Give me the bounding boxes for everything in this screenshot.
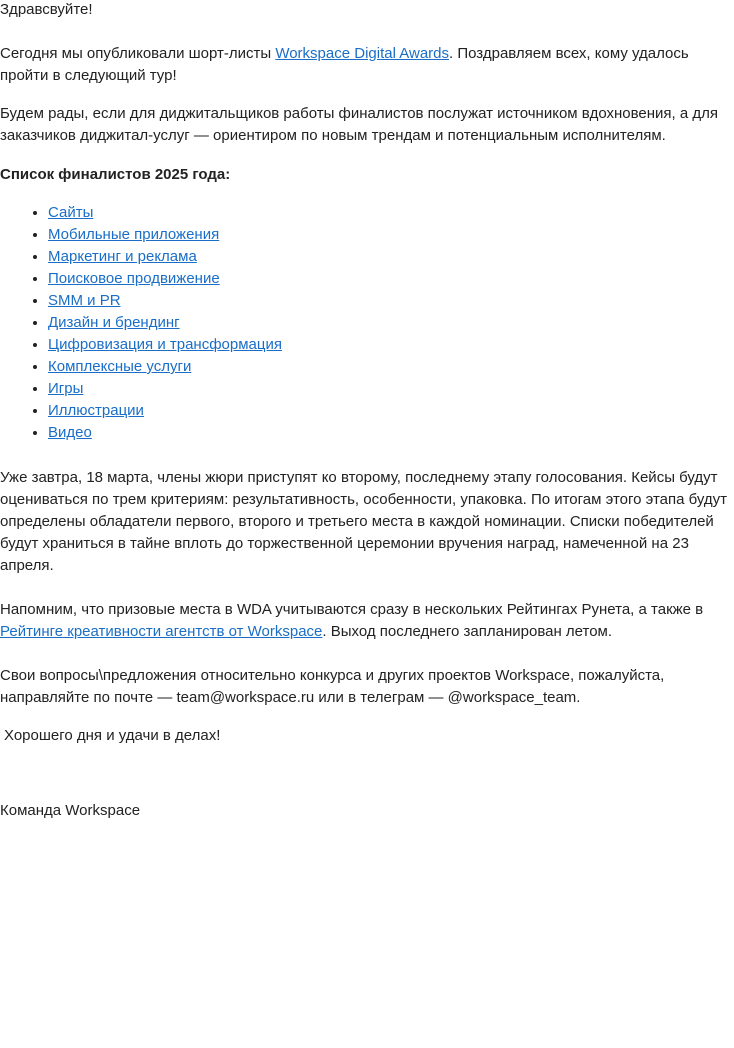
- list-item: [48, 246, 734, 268]
- finalists-list: [0, 202, 734, 444]
- goodbye-line: Хорошего дня и удачи в делах!: [4, 727, 221, 744]
- list-item: [48, 202, 734, 224]
- list-item: [48, 422, 734, 444]
- voting-stage-paragraph: Уже завтра, 18 марта, члены жюри приступят ко второму, последнему этапу голосования. Кейсы будут оцениваться по трем критериям: результативность, особенности, упаковка. По итогам этого этапа будут определены обладатели первого, второго и третьего места в каждой номинации. Списки победителей будут храниться в тайне вплоть до торжественной церемонии вручения наград, намеченной на 23 апреля.: [0, 469, 728, 574]
- contacts-paragraph: Свои вопросы\предложения относительно конкурса и других проектов Workspace, пожалуйста, направляйте по почте — team@workspace.ru или в телеграм — @workspace_team.: [0, 667, 665, 706]
- signature: Команда Workspace: [0, 802, 141, 819]
- finalist-link-complex-services[interactable]: Комплексные услуги: [48, 358, 192, 375]
- finalist-link-design[interactable]: Дизайн и брендинг: [48, 314, 180, 331]
- finalist-link-illustrations[interactable]: Иллюстрации: [48, 402, 144, 419]
- finalist-link-sites[interactable]: Сайты: [48, 204, 94, 221]
- list-item: [48, 334, 734, 356]
- list-item: [48, 378, 734, 400]
- finalist-link-games[interactable]: Игры: [48, 380, 84, 397]
- wish-paragraph: Будем рады, если для диджитальщиков работы финалистов послужат источником вдохновения, а для заказчиков диджитал-услуг — ориентиром по новым трендам и потенциальным исполнителям.: [0, 105, 719, 144]
- list-item: [48, 400, 734, 422]
- finalist-link-smm-pr[interactable]: SMM и PR: [48, 292, 121, 309]
- finalist-link-video[interactable]: Видео: [48, 424, 92, 441]
- list-item: [48, 312, 734, 334]
- wda-link[interactable]: Workspace Digital Awards: [275, 45, 450, 62]
- list-item: [48, 268, 734, 290]
- reminder-text-before: Напомним, что призовые места в WDA учитываются сразу в нескольких Рейтингах Рунета, а также в: [0, 601, 704, 618]
- reminder-text-after: . Выход последнего запланирован летом.: [322, 623, 613, 640]
- intro-paragraph: [0, 43, 734, 87]
- creativity-rating-link[interactable]: Рейтинге креативности агентств от Workspace: [0, 623, 323, 640]
- greeting: Здравсвуйте!: [0, 1, 93, 18]
- finalist-link-marketing[interactable]: Маркетинг и реклама: [48, 248, 197, 265]
- finalist-link-digitalization[interactable]: Цифровизация и трансформация: [48, 336, 282, 353]
- list-item: [48, 290, 734, 312]
- list-item: [48, 356, 734, 378]
- intro-text-before: Сегодня мы опубликовали шорт-листы: [0, 45, 276, 62]
- list-item: [48, 224, 734, 246]
- finalist-link-mobile-apps[interactable]: Мобильные приложения: [48, 226, 220, 243]
- intro-text-after: . Поздравляем всех, кому удалось пройти в следующий тур!: [0, 45, 689, 84]
- reminder-paragraph: [0, 599, 734, 643]
- finalist-link-seo[interactable]: Поисковое продвижение: [48, 270, 220, 287]
- finalists-list-title: Список финалистов 2025 года:: [0, 166, 231, 183]
